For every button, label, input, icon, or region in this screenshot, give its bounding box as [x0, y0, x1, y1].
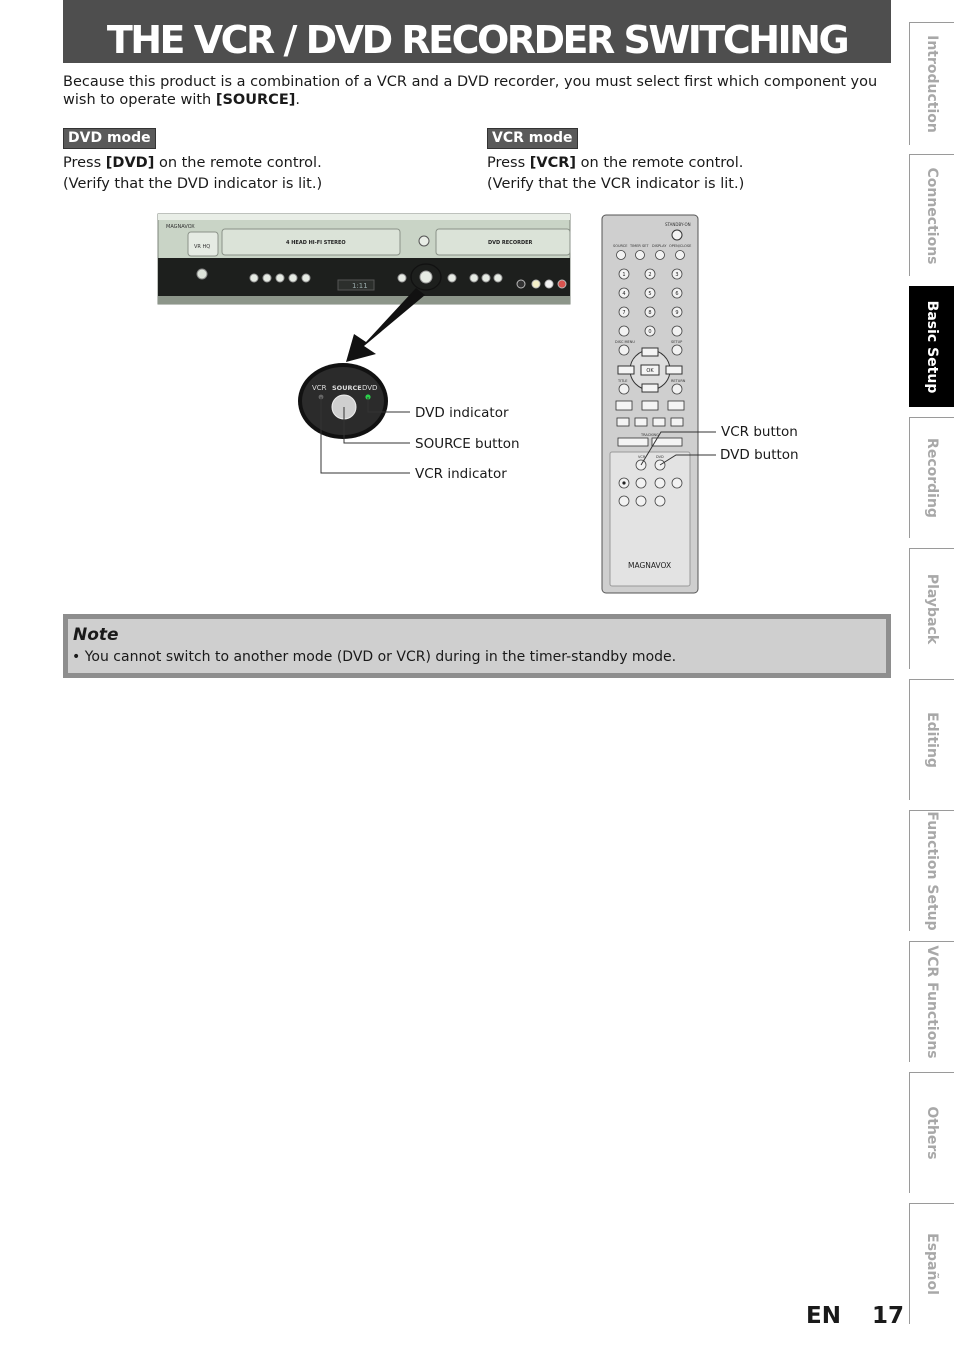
source-button-callout: SOURCE button: [415, 436, 520, 452]
note-box: [63, 614, 891, 678]
svg-text:DVD RECORDER: DVD RECORDER: [488, 240, 533, 246]
tab-label: Basic Setup: [924, 300, 940, 394]
dvd-mode-press-line: Press [DVD] on the remote control.: [63, 155, 322, 171]
note-text: • You cannot switch to another mode (DVD or VCR) during in the timer-standby mode.: [72, 649, 677, 665]
svg-text:7: 7: [622, 310, 626, 316]
dvd-mode-label: DVD mode: [63, 128, 156, 149]
dvd-mode-verify: (Verify that the DVD indicator is lit.): [63, 176, 323, 192]
svg-text:OK: OK: [646, 368, 654, 374]
tab-playback[interactable]: [909, 548, 954, 669]
intro-end: .: [295, 92, 300, 108]
tab-label: Español: [924, 1233, 940, 1295]
svg-text:DISC MENU: DISC MENU: [615, 340, 635, 344]
tab-vcr-functions[interactable]: [909, 941, 954, 1062]
tab-label: Others: [924, 1106, 940, 1160]
svg-text:STANDBY-ON: STANDBY-ON: [665, 222, 691, 227]
tab-label: Editing: [924, 712, 940, 768]
svg-text:VCR: VCR: [312, 384, 327, 392]
tab-label: Function Setup: [924, 811, 940, 931]
tab-basic-setup[interactable]: [909, 286, 954, 407]
intro-text: Because this product is a combination of a VCR and a DVD recorder, you must select first which component you wish to operate with: [63, 74, 878, 108]
tab-editing[interactable]: [909, 679, 954, 800]
svg-text:VCR: VCR: [638, 455, 646, 459]
svg-text:TITLE: TITLE: [618, 379, 628, 383]
svg-text:RETURN: RETURN: [671, 379, 686, 383]
svg-text:6: 6: [675, 291, 679, 297]
note-title: Note: [73, 625, 119, 645]
tab-connections[interactable]: [909, 154, 954, 276]
vcr-mode-label: VCR mode: [487, 128, 578, 149]
svg-text:DISPLAY: DISPLAY: [652, 244, 667, 248]
svg-text:MAGNAVOX: MAGNAVOX: [628, 561, 672, 570]
vcr-mode-press-line: Press [VCR] on the remote control.: [487, 155, 744, 171]
tab-introduction[interactable]: [909, 22, 954, 145]
svg-text:SETUP: SETUP: [671, 340, 683, 344]
svg-text:TIMER SET: TIMER SET: [630, 244, 649, 248]
vcr-indicator-callout: VCR indicator: [415, 466, 507, 482]
svg-text:4: 4: [622, 291, 626, 297]
dvd-button-callout: DVD button: [720, 447, 799, 463]
language-code: EN: [806, 1303, 841, 1329]
svg-text:2: 2: [648, 272, 652, 278]
svg-text:1: 1: [622, 272, 626, 278]
vcr-button-callout: VCR button: [721, 424, 798, 440]
svg-text:SOURCE: SOURCE: [613, 244, 628, 248]
tab-label: Connections: [924, 166, 940, 265]
svg-text:VR HQ: VR HQ: [194, 244, 211, 250]
svg-text:TRACKING: TRACKING: [641, 433, 659, 437]
svg-text:3: 3: [675, 272, 679, 278]
dvd-indicator-callout: DVD indicator: [415, 405, 509, 421]
svg-text:0: 0: [648, 329, 652, 335]
tab-others[interactable]: [909, 1072, 954, 1193]
vcr-mode-verify: (Verify that the VCR indicator is lit.): [487, 176, 745, 192]
page-number: 17: [872, 1303, 905, 1329]
svg-text:DVD: DVD: [362, 384, 378, 392]
svg-text:MAGNAVOX: MAGNAVOX: [166, 224, 195, 230]
source-zoom-illustration: [298, 363, 410, 473]
remote-control-illustration: [602, 215, 716, 593]
svg-text:OPEN/CLOSE: OPEN/CLOSE: [669, 244, 692, 248]
tab-label: VCR Functions: [924, 945, 940, 1059]
tab-label: Introduction: [924, 35, 940, 133]
tab-recording[interactable]: [909, 417, 954, 538]
svg-text:DVD: DVD: [656, 455, 664, 459]
front-panel-illustration: [158, 214, 570, 362]
tab-label: Recording: [924, 438, 940, 518]
tab-espanol[interactable]: [909, 1203, 954, 1324]
svg-text:9: 9: [675, 310, 679, 316]
dvd-key: [DVD]: [105, 155, 155, 171]
vcr-key: [VCR]: [529, 155, 577, 171]
tab-function-setup[interactable]: [909, 810, 954, 931]
note-panel: [68, 619, 886, 673]
intro-source-key: [SOURCE]: [215, 92, 296, 108]
tab-label: Playback: [924, 573, 940, 645]
svg-text:5: 5: [648, 291, 652, 297]
device-illustration: [0, 0, 954, 620]
svg-text:8: 8: [648, 310, 652, 316]
page-title: THE VCR / DVD RECORDER SWITCHING: [106, 18, 848, 62]
svg-text:4 HEAD HI-FI STEREO: 4 HEAD HI-FI STEREO: [286, 240, 346, 246]
svg-text:SOURCE: SOURCE: [332, 384, 362, 392]
svg-text:1:11: 1:11: [352, 282, 368, 290]
